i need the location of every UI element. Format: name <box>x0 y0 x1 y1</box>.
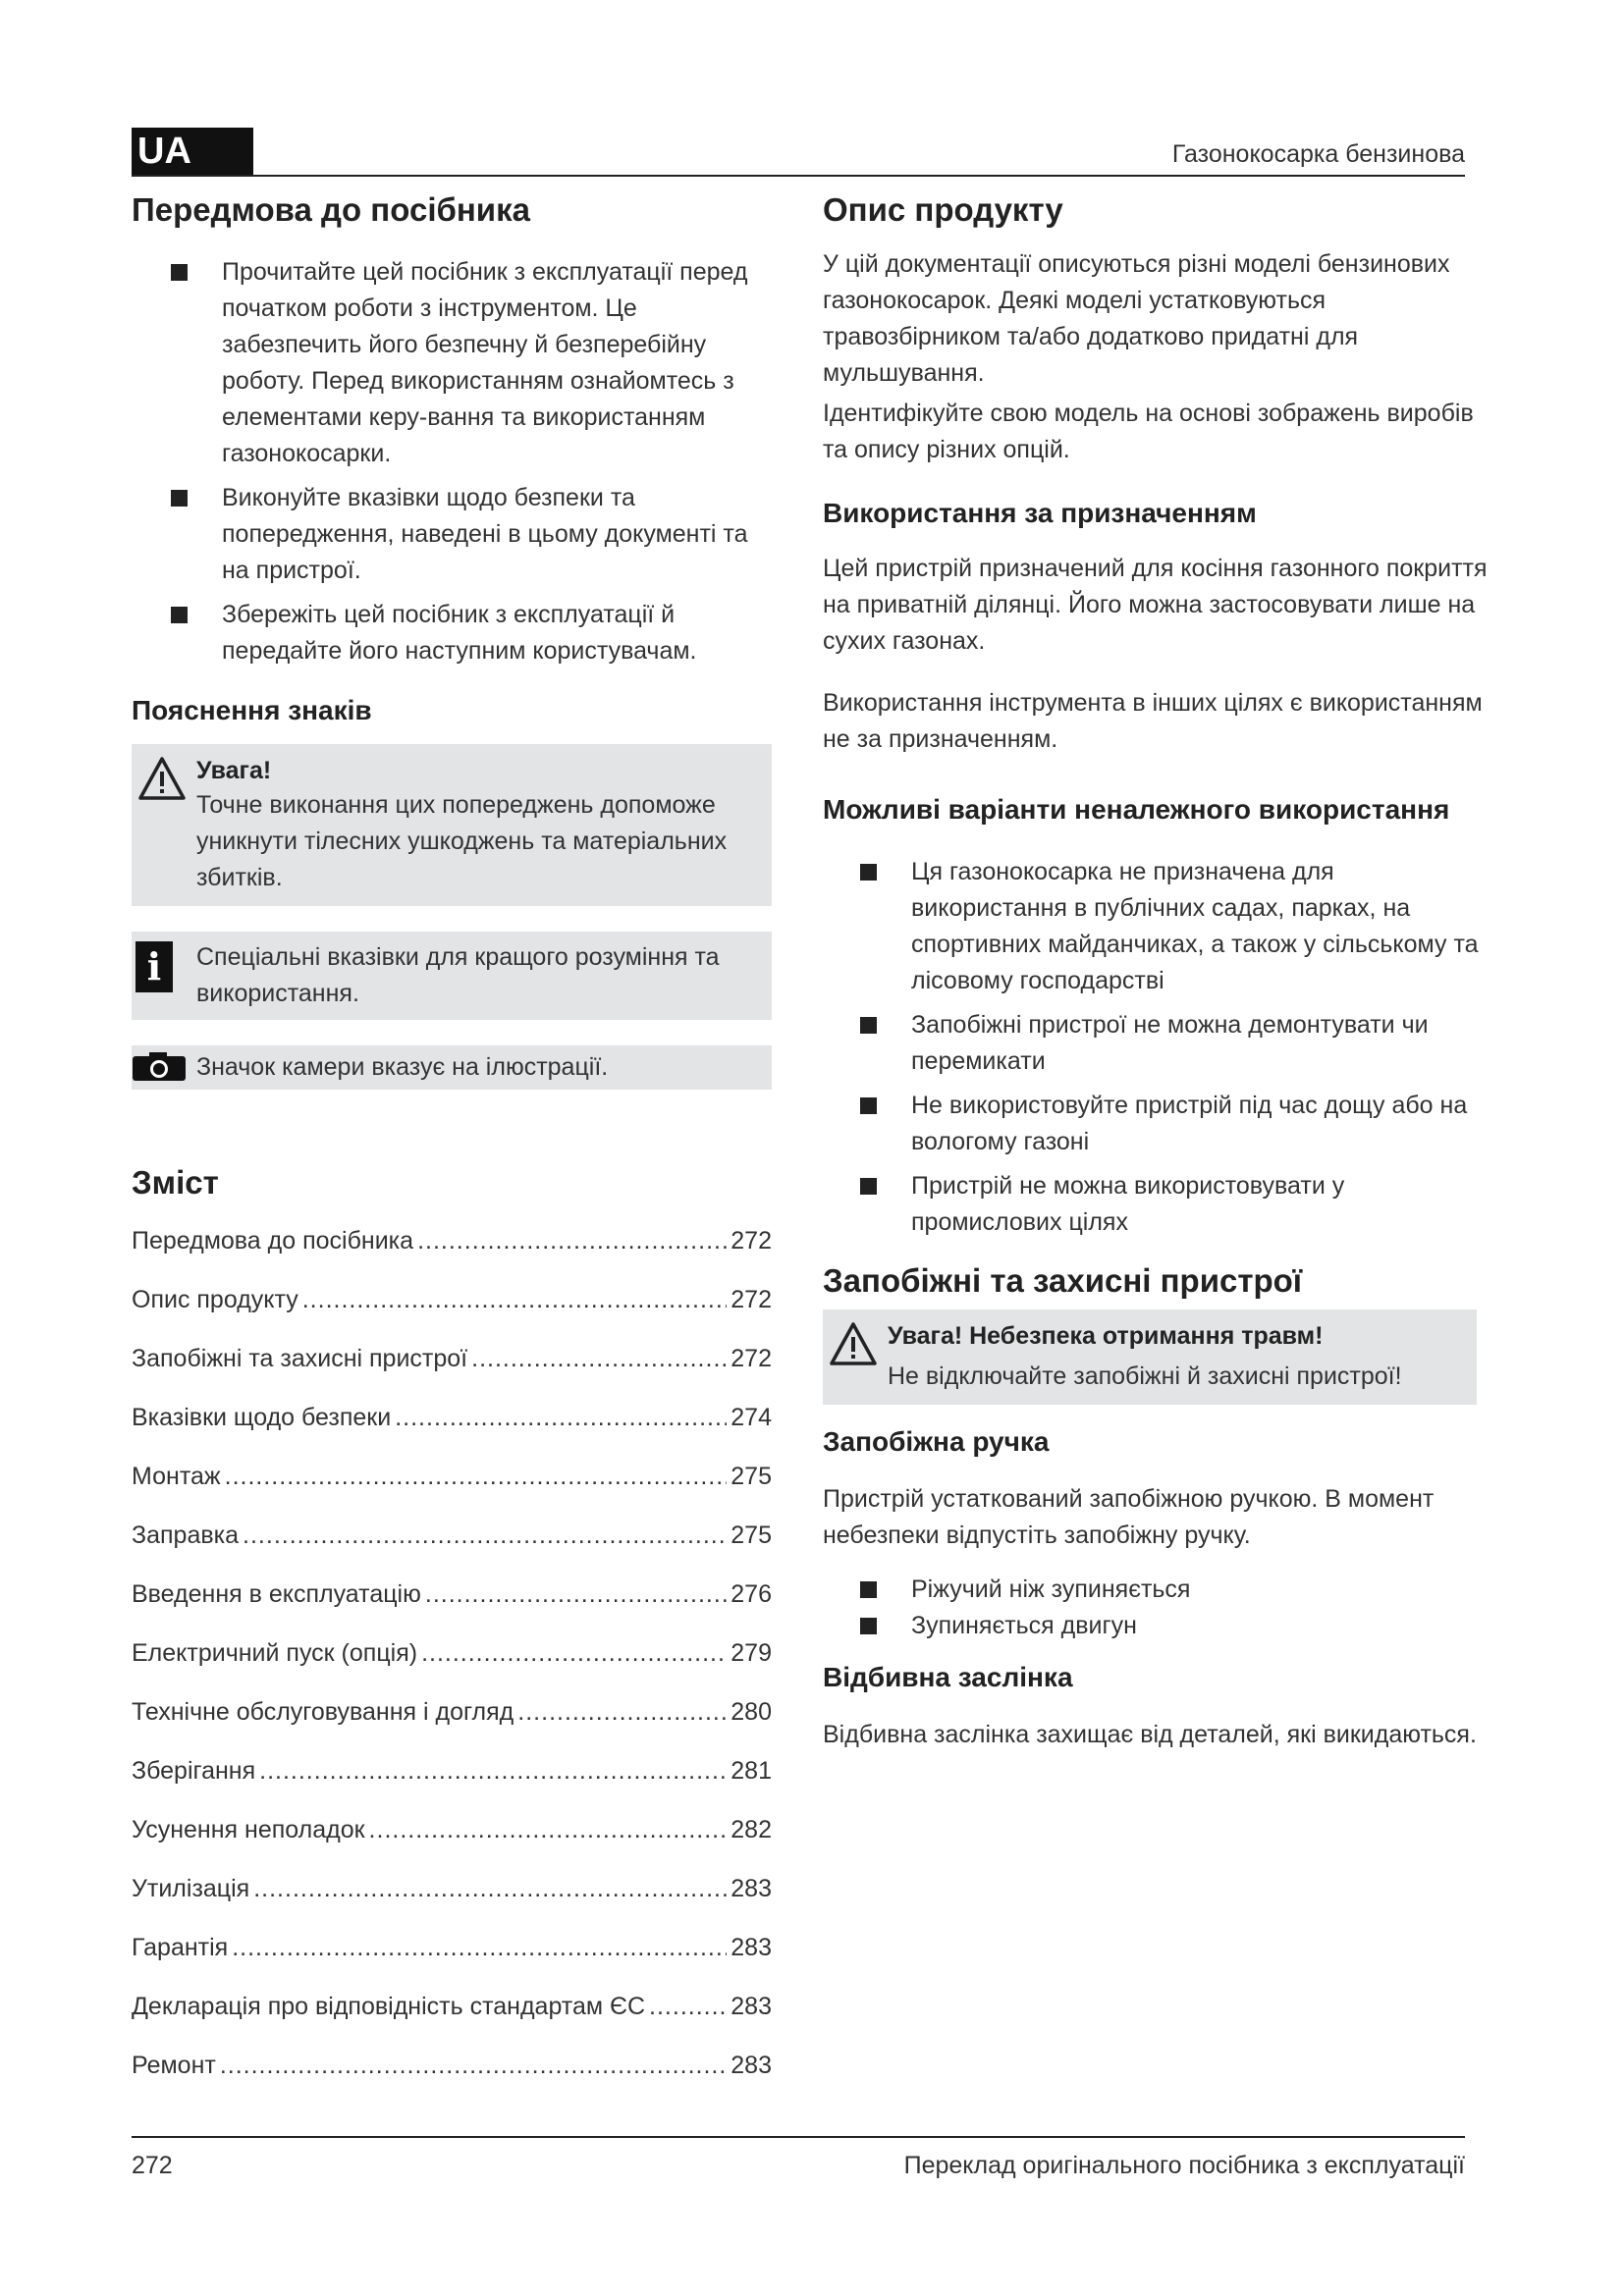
warning-panel <box>823 1309 1477 1405</box>
table-of-contents <box>132 1211 772 2095</box>
camera-panel <box>132 1045 772 1090</box>
bullet-square-icon <box>860 1618 877 1634</box>
camera-icon <box>132 1052 187 1082</box>
language-badge: UA <box>132 128 253 175</box>
list-item: Ріжучий ніж зупиняється <box>860 1572 1490 1608</box>
page-header <box>132 128 1465 177</box>
warning-title: Увага! <box>196 757 272 784</box>
foreword-list <box>171 254 772 669</box>
list-item: Збережіть цей посібник з експлуатації й передайте його наступним користувачам. <box>171 597 772 669</box>
footer-text: Переклад оригінального посібника з експлуатації <box>903 2152 1465 2179</box>
bullet-square-icon <box>171 607 188 623</box>
bullet-square-icon <box>171 490 188 507</box>
list-item: Прочитайте цей посібник з експлуатації перед початком роботи з інструментом. Це забезпечить його безпечну й безперебійну роботу. Перед використанням ознайомтесь з елементами керу-вання та використанням газонокосарки. <box>171 254 772 472</box>
safety-handle-list <box>860 1572 1490 1644</box>
toc-row[interactable]: Монтаж ..... 275 <box>132 1447 772 1506</box>
intended-use-heading: Використання за призначенням <box>823 498 1257 528</box>
toc-heading: Зміст <box>132 1164 219 1201</box>
toc-row[interactable]: Гарантія ..... 283 <box>132 1918 772 1977</box>
product-paragraph: Ідентифікуйте свою модель на основі зображень виробів та опису різних опцій. <box>823 400 1474 463</box>
toc-row[interactable]: Утилізація ..... 283 <box>132 1859 772 1918</box>
left-column <box>132 191 772 2095</box>
deflector-paragraph: Відбивна заслінка захищає від деталей, які викидаються. <box>823 1721 1477 1748</box>
product-heading: Опис продукту <box>823 191 1063 228</box>
list-item: Ця газонокосарка не призначена для використання в публічних садах, парках, на спортивних майданчиках, а також у сільському та лісовому господарстві <box>860 854 1490 999</box>
misuse-heading: Можливі варіанти неналежного використання <box>823 794 1450 825</box>
info-icon: i <box>135 941 173 992</box>
intended-use-paragraph: Використання інструмента в інших цілях є використанням не за призначенням. <box>823 689 1483 753</box>
bullet-square-icon <box>860 1097 877 1114</box>
warning-title: Увага! Небезпека отримання травм! <box>888 1322 1324 1350</box>
toc-row[interactable]: Запобіжні та захисні пристрої ..... 272 <box>132 1329 772 1388</box>
page-number: 272 <box>132 2152 173 2179</box>
intended-use-paragraph: Цей пристрій призначений для косіння газонного покриття на приватній ділянці. Його можна застосовувати лише на сухих газонах. <box>823 555 1488 655</box>
page-footer <box>132 2136 1465 2187</box>
toc-row[interactable]: Усунення неполадок ..... 282 <box>132 1800 772 1859</box>
toc-row[interactable]: Вказівки щодо безпеки ..... 274 <box>132 1388 772 1447</box>
warning-triangle-icon <box>829 1321 878 1366</box>
product-paragraph: У цій документації описуються різні моделі бензинових газонокосарок. Деякі моделі устатковуються травозбірником та/або додатково придатні для мульшування. <box>823 250 1450 387</box>
toc-row[interactable]: Передмова до посібника ..... 272 <box>132 1211 772 1270</box>
info-panel <box>132 932 772 1020</box>
toc-row[interactable]: Заправка ..... 275 <box>132 1506 772 1565</box>
bullet-square-icon <box>860 1017 877 1034</box>
foreword-heading: Передмова до посібника <box>132 191 530 228</box>
right-column <box>823 191 1490 1753</box>
deflector-heading: Відбивна заслінка <box>823 1662 1073 1692</box>
safety-handle-paragraph: Пристрій устаткований запобіжною ручкою. В момент небезпеки відпустіть запобіжну ручку. <box>823 1485 1435 1549</box>
toc-row[interactable]: Електричний пуск (опція) ..... 279 <box>132 1624 772 1682</box>
warning-text: Не відключайте запобіжні й захисні пристрої! <box>888 1362 1402 1390</box>
toc-row[interactable]: Ремонт ..... 283 <box>132 2036 772 2095</box>
header-title: Газонокосарка бензинова <box>1171 140 1465 168</box>
list-item: Запобіжні пристрої не можна демонтувати чи перемикати <box>860 1007 1490 1080</box>
list-item: Пристрій не можна використовувати у промислових цілях <box>860 1168 1490 1241</box>
warning-panel <box>132 744 772 906</box>
list-item: Зупиняється двигун <box>860 1608 1490 1644</box>
safety-devices-heading: Запобіжні та захисні пристрої <box>823 1262 1303 1299</box>
bullet-square-icon <box>171 264 188 281</box>
toc-row[interactable]: Технічне обслуговування і догляд ..... 280 <box>132 1682 772 1741</box>
list-item: Виконуйте вказівки щодо безпеки та попередження, наведені в цьому документі та на пристрої. <box>171 480 772 589</box>
warning-triangle-icon <box>137 756 187 801</box>
bullet-square-icon <box>860 1178 877 1195</box>
bullet-square-icon <box>860 864 877 881</box>
bullet-square-icon <box>860 1581 877 1598</box>
toc-row[interactable]: Введення в експлуатацію ..... 276 <box>132 1565 772 1624</box>
toc-row[interactable]: Зберігання ..... 281 <box>132 1741 772 1800</box>
signs-heading: Пояснення знаків <box>132 695 372 725</box>
warning-text: Точне виконання цих попереджень допоможе уникнути тілесних ушкоджень та матеріальних збитків. <box>196 791 728 891</box>
misuse-list <box>860 854 1490 1241</box>
info-text: Спеціальні вказівки для кращого розуміння та використання. <box>196 943 720 1007</box>
list-item: Не використовуйте пристрій під час дощу або на вологому газоні <box>860 1088 1490 1160</box>
camera-text: Значок камери вказує на ілюстрації. <box>196 1053 609 1081</box>
toc-row[interactable]: Декларація про відповідність стандартам ЄС ..... 283 <box>132 1977 772 2036</box>
toc-row[interactable]: Опис продукту ..... 272 <box>132 1270 772 1329</box>
safety-handle-heading: Запобіжна ручка <box>823 1426 1050 1457</box>
